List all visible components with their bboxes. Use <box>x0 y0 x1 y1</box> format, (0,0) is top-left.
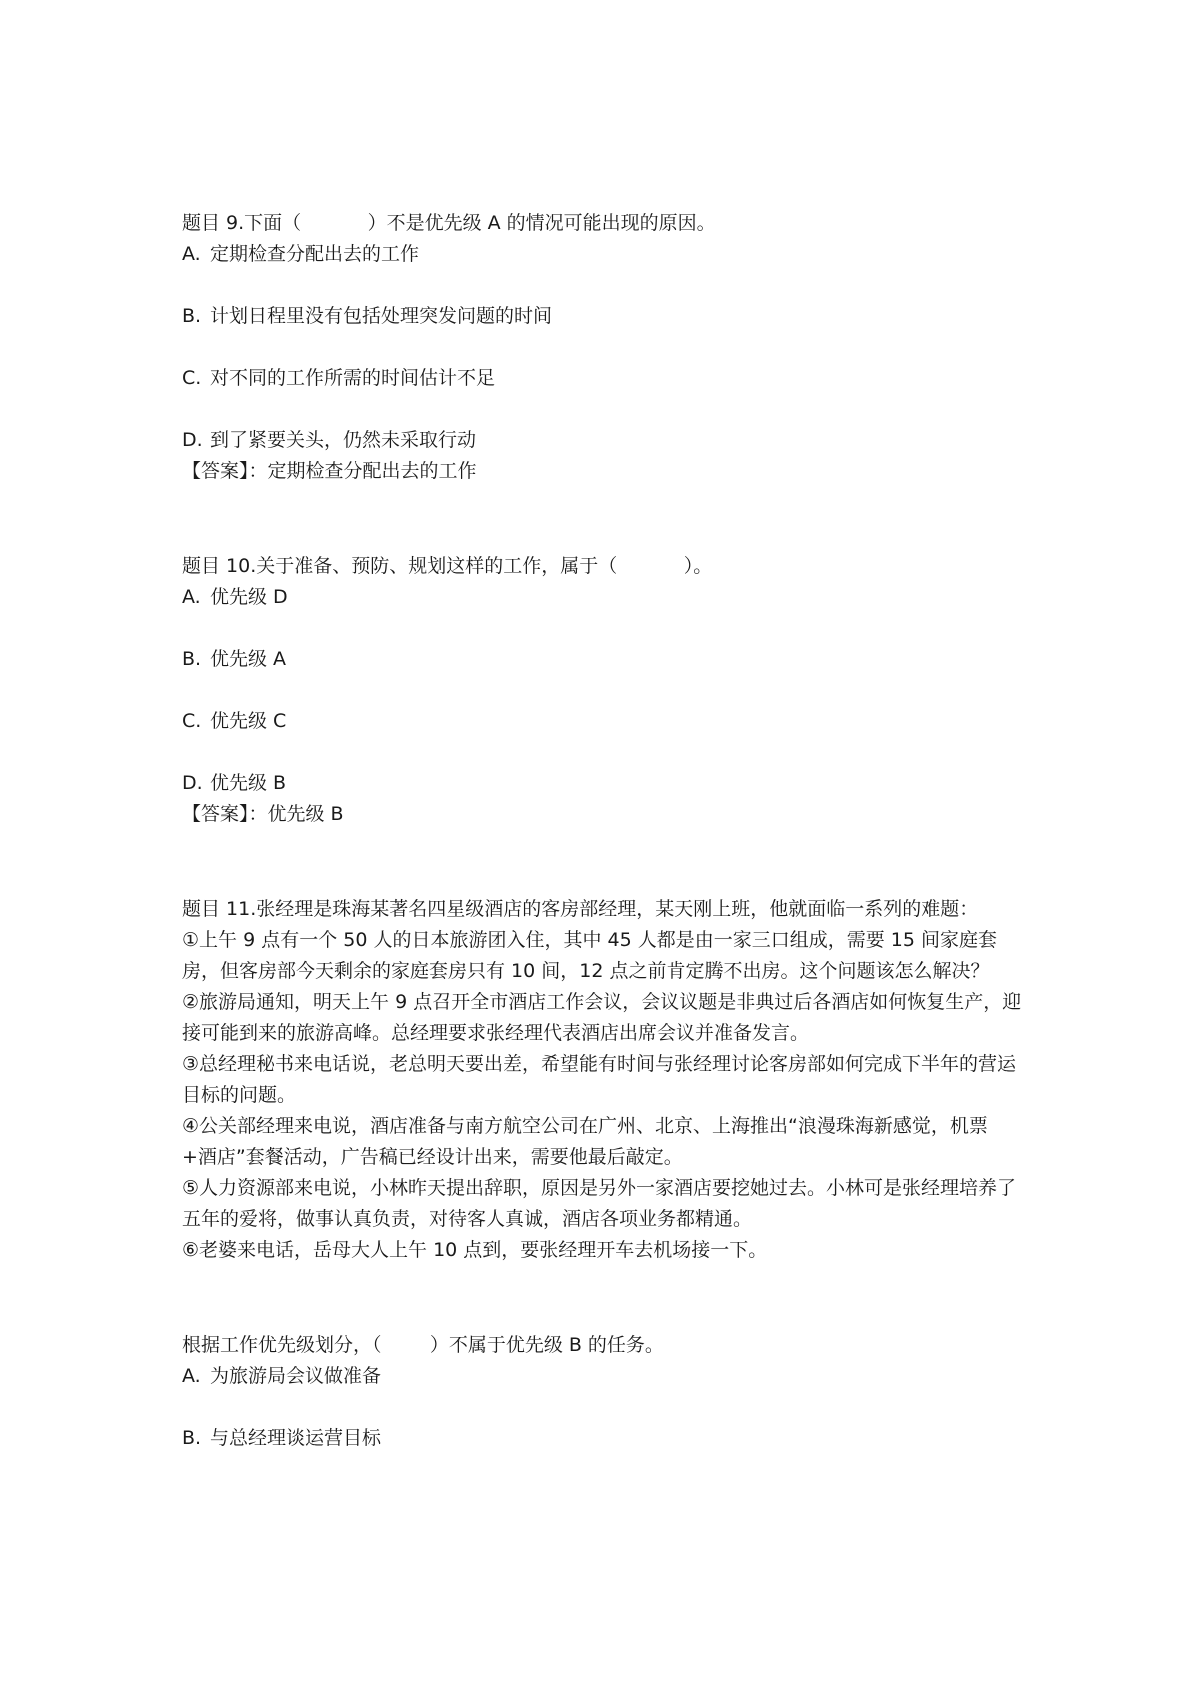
question-10 <box>182 551 1022 830</box>
option-b <box>182 301 1022 332</box>
answer: 【答案】：定期检查分配出去的工作 <box>182 460 477 482</box>
question-stem: 题目 10.关于准备、预防、规划这样的工作，属于（ ）。 <box>182 555 713 577</box>
scenario-item-3: ③总经理秘书来电话说，老总明天要出差，希望能有时间与张经理讨论客房部如何完成下半年的营运目标的问题。 <box>182 1053 1017 1106</box>
option-text: 优先级 B <box>210 772 287 794</box>
option-a <box>182 1361 1022 1392</box>
option-text: 到了紧要关头，仍然未采取行动 <box>210 429 477 451</box>
option-label: C. <box>182 367 202 389</box>
document-page <box>182 208 1022 1454</box>
option-label: D. <box>182 429 203 451</box>
scenario-item-1: ①上午 9 点有一个 50 人的日本旅游团入住，其中 45 人都是由一家三口组成，需要 15 间家庭套房，但客房部今天剩余的家庭套房只有 10 间，12 点之前肯定腾不出房。这个问题该怎么解决？ <box>182 929 997 982</box>
scenario-item-4: ④公关部经理来电说，酒店准备与南方航空公司在广州、北京、上海推出“浪漫珠海新感觉，机票+酒店”套餐活动，广告稿已经设计出来，需要他最后敲定。 <box>182 1115 988 1168</box>
option-a <box>182 582 1022 613</box>
option-label: A. <box>182 1365 201 1387</box>
question-9 <box>182 208 1022 487</box>
option-text: 优先级 D <box>210 586 288 608</box>
option-label: B. <box>182 1427 202 1449</box>
question-11 <box>182 894 1022 1454</box>
question-stem: 题目 9.下面（ ）不是优先级 A 的情况可能出现的原因。 <box>182 212 716 234</box>
option-d <box>182 768 1022 799</box>
option-a <box>182 239 1022 270</box>
option-text: 与总经理谈运营目标 <box>210 1427 382 1449</box>
scenario-item-6: ⑥老婆来电话，岳母大人上午 10 点到，要张经理开车去机场接一下。 <box>182 1239 768 1261</box>
option-text: 优先级 A <box>210 648 287 670</box>
option-b <box>182 1423 1022 1454</box>
option-c <box>182 706 1022 737</box>
scenario-item-5: ⑤人力资源部来电说，小林昨天提出辞职，原因是另外一家酒店要挖她过去。小林可是张经理培养了五年的爱将，做事认真负责，对待客人真诚，酒店各项业务都精通。 <box>182 1177 1017 1230</box>
scenario-item-2: ②旅游局通知，明天上午 9 点召开全市酒店工作会议，会议议题是非典过后各酒店如何恢复生产，迎接可能到来的旅游高峰。总经理要求张经理代表酒店出席会议并准备发言。 <box>182 991 1022 1044</box>
sub-question-stem: 根据工作优先级划分，（ ）不属于优先级 B 的任务。 <box>182 1334 664 1356</box>
option-label: D. <box>182 772 203 794</box>
option-text: 优先级 C <box>210 710 287 732</box>
option-text: 为旅游局会议做准备 <box>210 1365 382 1387</box>
option-label: A. <box>182 243 201 265</box>
option-label: B. <box>182 648 202 670</box>
answer: 【答案】：优先级 B <box>182 803 344 825</box>
option-d <box>182 425 1022 456</box>
option-label: C. <box>182 710 202 732</box>
option-label: B. <box>182 305 202 327</box>
option-text: 对不同的工作所需的时间估计不足 <box>210 367 496 389</box>
option-label: A. <box>182 586 201 608</box>
option-text: 计划日程里没有包括处理突发问题的时间 <box>210 305 553 327</box>
question-stem: 题目 11.张经理是珠海某著名四星级酒店的客房部经理，某天刚上班，他就面临一系列的难题： <box>182 898 979 920</box>
option-b <box>182 644 1022 675</box>
option-c <box>182 363 1022 394</box>
option-text: 定期检查分配出去的工作 <box>210 243 420 265</box>
